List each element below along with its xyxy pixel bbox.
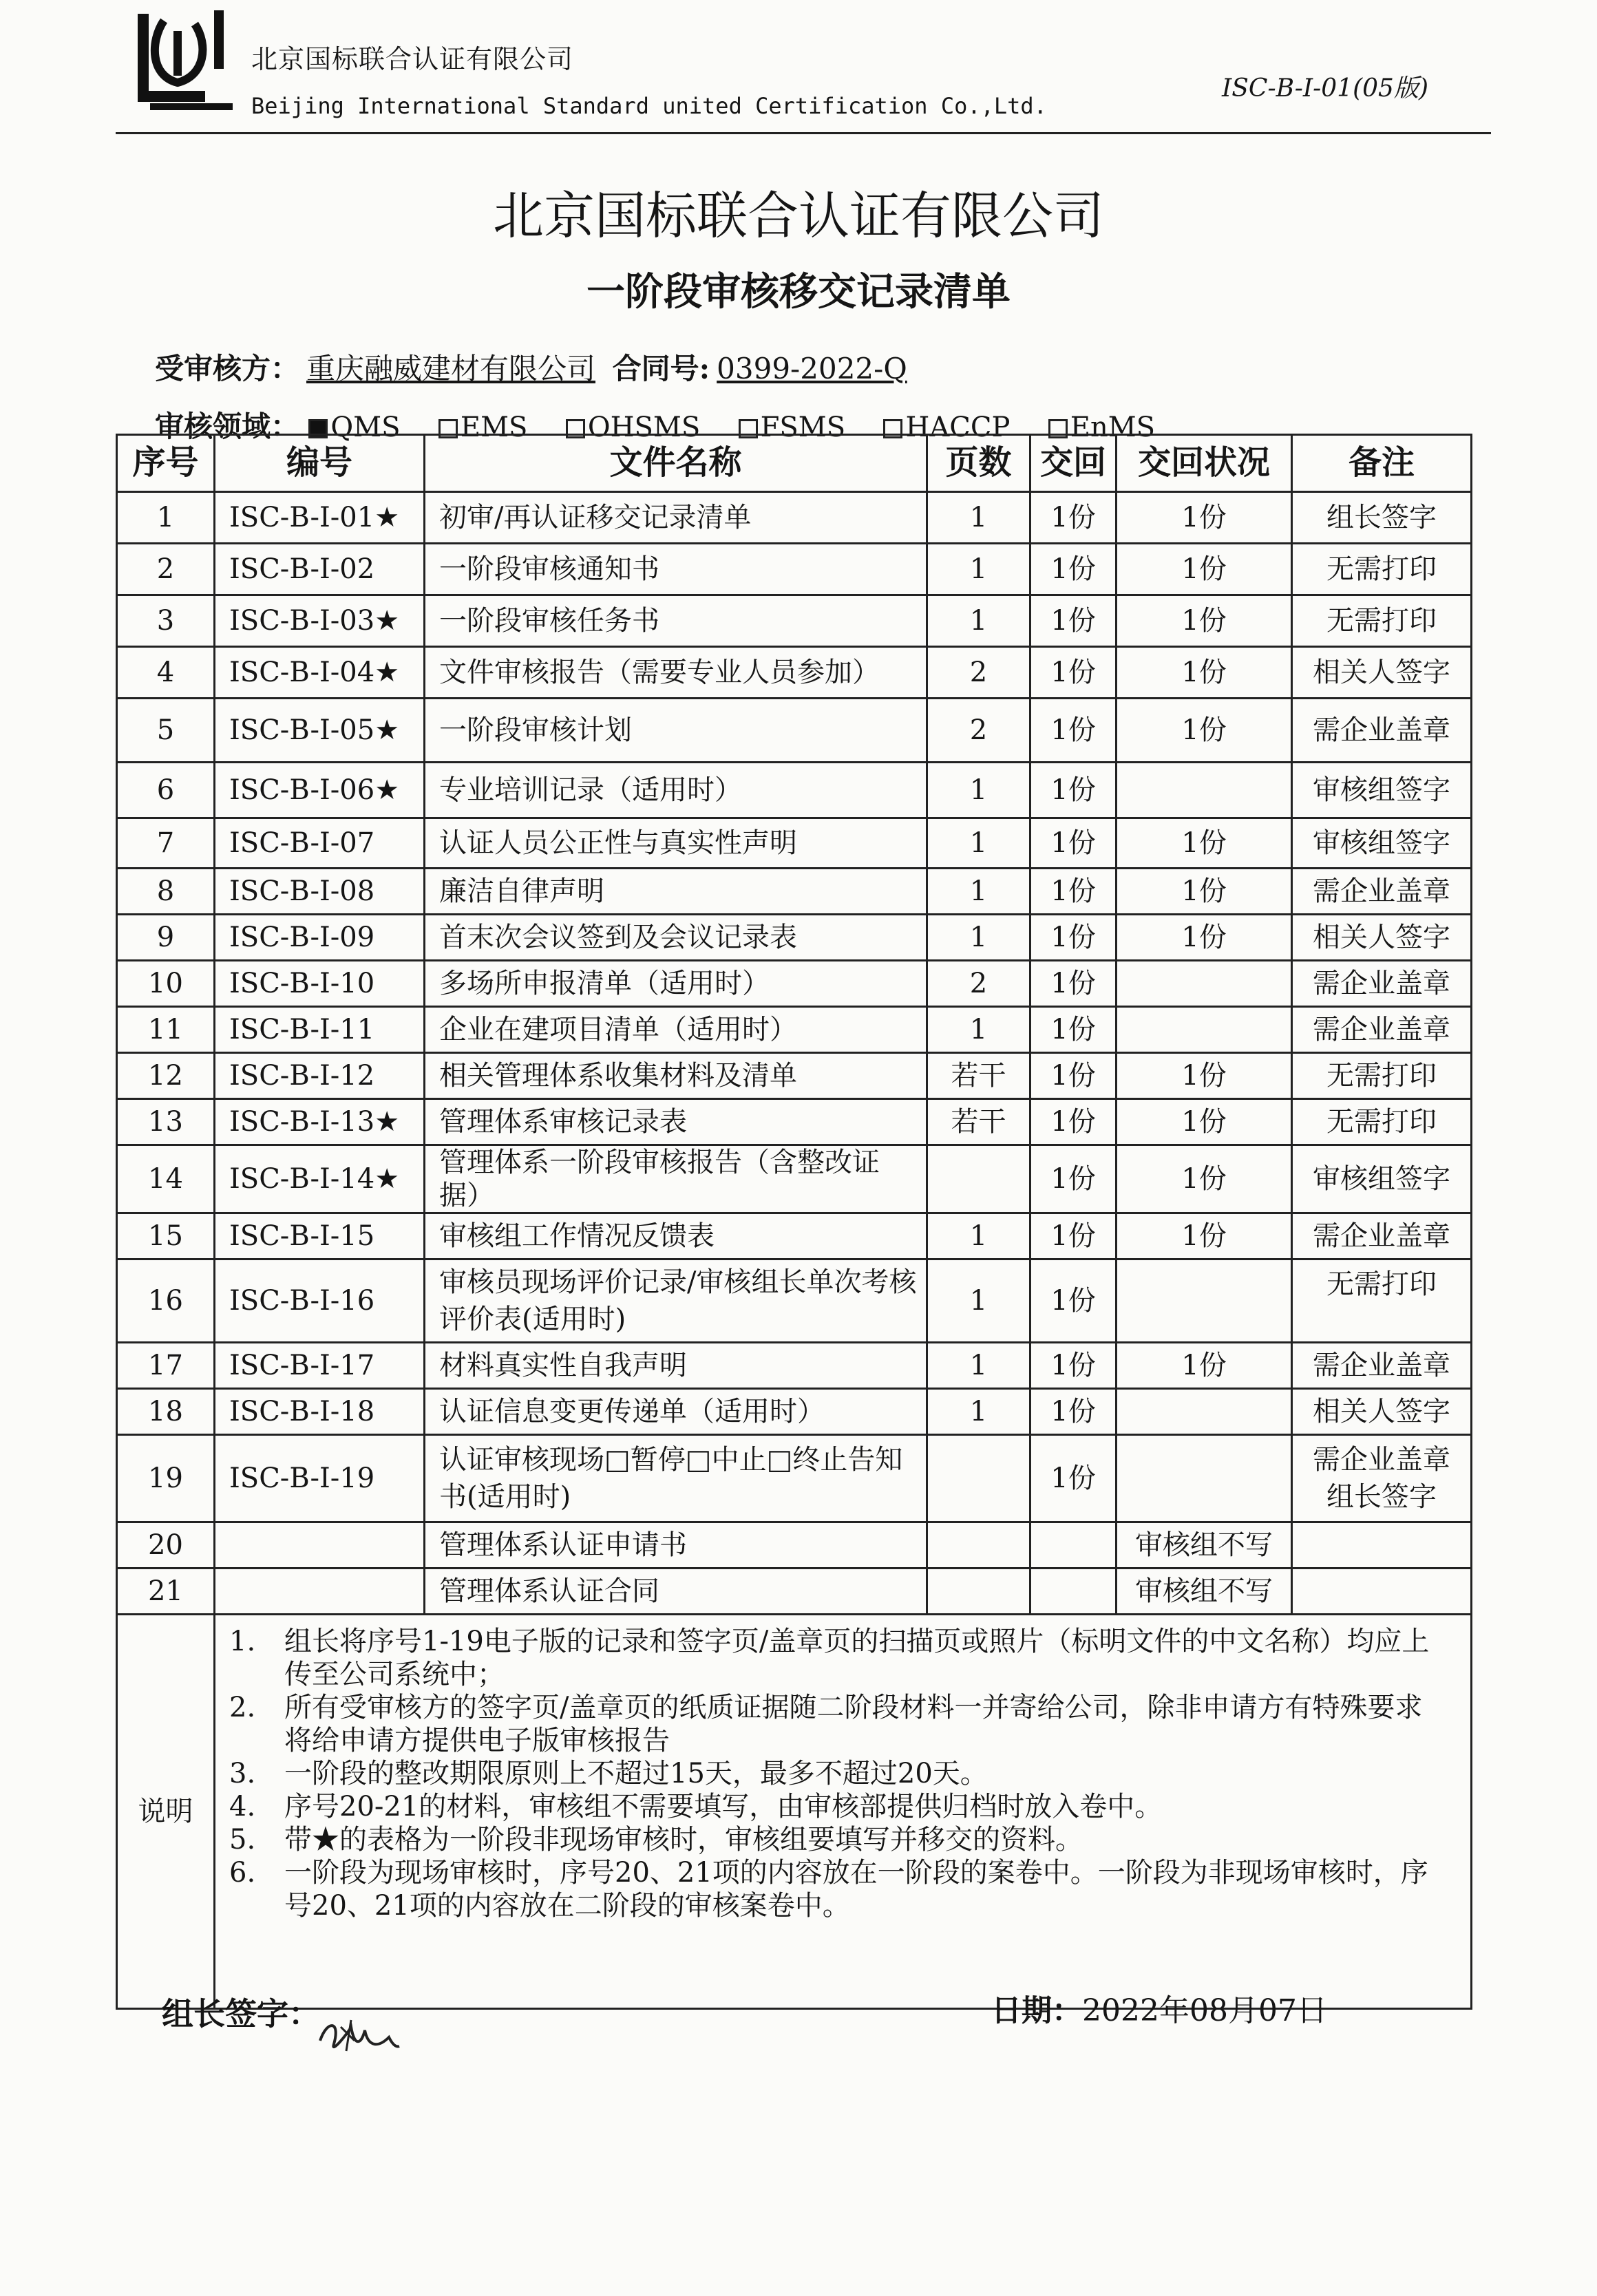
page-subtitle: 一阶段审核移交记录清单	[586, 270, 1011, 315]
transfer-record-table	[116, 434, 1472, 2010]
cell-returned: 1份	[1030, 818, 1117, 869]
cell-code: ISC-B-I-15	[215, 1213, 425, 1259]
cell-seq: 12	[117, 1053, 215, 1099]
cell-file-name: 廉洁自律声明	[425, 869, 927, 915]
cell-remarks: 审核组签字	[1292, 763, 1472, 818]
table-row	[117, 595, 1472, 647]
note-item	[229, 1691, 1450, 1757]
cell-remarks: 需企业盖章	[1292, 699, 1472, 763]
cell-pages	[927, 1522, 1030, 1569]
col-header-pages: 页数	[927, 435, 1030, 492]
field-name: QMS	[330, 412, 401, 443]
cell-return-status: 审核组不写	[1117, 1522, 1292, 1569]
table-row	[117, 1435, 1472, 1522]
cell-remarks: 无需打印	[1292, 1099, 1472, 1145]
cell-returned: 1份	[1030, 1435, 1117, 1522]
cell-returned: 1份	[1030, 1007, 1117, 1053]
cell-returned: 1份	[1030, 544, 1117, 595]
cell-file-name: 材料真实性自我声明	[425, 1343, 927, 1389]
cell-pages: 1	[927, 818, 1030, 869]
cell-file-name: 多场所申报清单（适用时）	[425, 961, 927, 1007]
cell-file-name: 管理体系审核记录表	[425, 1099, 927, 1145]
table-row	[117, 544, 1472, 595]
cell-pages: 1	[927, 869, 1030, 915]
table-row	[117, 1099, 1472, 1145]
cell-code: ISC-B-I-19	[215, 1435, 425, 1522]
company-name-cn: 北京国标联合认证有限公司	[251, 44, 574, 74]
cell-pages: 2	[927, 699, 1030, 763]
table-row	[117, 1053, 1472, 1099]
cell-seq: 1	[117, 492, 215, 544]
cell-file-name: 文件审核报告（需要专业人员参加）	[425, 647, 927, 699]
cell-seq: 8	[117, 869, 215, 915]
cell-return-status: 1份	[1117, 699, 1292, 763]
cell-file-name: 专业培训记录（适用时）	[425, 763, 927, 818]
cell-seq: 20	[117, 1522, 215, 1569]
field-name: EMS	[460, 412, 528, 443]
cell-seq: 18	[117, 1389, 215, 1435]
cell-return-status: 1份	[1117, 492, 1292, 544]
cell-returned: 1份	[1030, 1099, 1117, 1145]
cell-return-status	[1117, 1007, 1292, 1053]
table-row	[117, 1145, 1472, 1213]
audit-field-label: 审核领域：	[155, 410, 300, 443]
cell-file-name: 管理体系认证申请书	[425, 1522, 927, 1569]
cell-code: ISC-B-I-07	[215, 818, 425, 869]
note-item	[229, 1757, 1450, 1790]
note-number: 2.	[229, 1692, 256, 1723]
table-row	[117, 763, 1472, 818]
cell-file-name: 一阶段审核计划	[425, 699, 927, 763]
table-row	[117, 915, 1472, 961]
cell-file-name: 认证审核现场□暂停□中止□终止告知书(适用时)	[425, 1435, 927, 1522]
table-row	[117, 1259, 1472, 1343]
cell-remarks: 需企业盖章 组长签字	[1292, 1435, 1472, 1522]
cell-returned: 1份	[1030, 915, 1117, 961]
cell-code	[215, 1569, 425, 1615]
date-value: 2022年08月07日	[1082, 1993, 1327, 2028]
field-name: HACCP	[905, 412, 1011, 443]
header-divider	[116, 132, 1491, 134]
cell-code: ISC-B-I-06★	[215, 763, 425, 818]
cell-file-name: 管理体系认证合同	[425, 1569, 927, 1615]
cell-code: ISC-B-I-11	[215, 1007, 425, 1053]
note-text: 带★的表格为一阶段非现场审核时，审核组要填写并移交的资料。	[284, 1824, 1083, 1856]
cell-return-status: 1份	[1117, 1053, 1292, 1099]
date-line	[991, 1986, 1327, 2030]
auditee-value: 重庆融威建材有限公司	[306, 352, 596, 385]
cell-seq: 16	[117, 1259, 215, 1343]
cell-file-name: 管理体系一阶段审核报告（含整改证据）	[425, 1145, 927, 1213]
table-row	[117, 818, 1472, 869]
note-text: 所有受审核方的签字页/盖章页的纸质证据随二阶段材料一并寄给公司，除非申请方有特殊要求将给申请方提供电子版审核报告	[284, 1692, 1423, 1756]
cell-pages: 若干	[927, 1053, 1030, 1099]
cell-code	[215, 1522, 425, 1569]
cell-pages: 1	[927, 1389, 1030, 1435]
cell-returned	[1030, 1569, 1117, 1615]
note-number: 3.	[229, 1758, 256, 1789]
cell-remarks	[1292, 1522, 1472, 1569]
company-logo	[123, 7, 240, 117]
note-text: 组长将序号1-19电子版的记录和签字页/盖章页的扫描页或照片（标明文件的中文名称）均应上传至公司系统中；	[284, 1626, 1430, 1690]
cell-return-status: 1份	[1117, 544, 1292, 595]
note-text: 一阶段为现场审核时，序号20、21项的内容放在一阶段的案卷中。一阶段为非现场审核时，序号20、21项的内容放在二阶段的审核案卷中。	[284, 1857, 1428, 1922]
cell-pages	[927, 1569, 1030, 1615]
col-header-seq: 序号	[117, 435, 215, 492]
cell-pages	[927, 1435, 1030, 1522]
cell-returned: 1份	[1030, 699, 1117, 763]
cell-remarks: 相关人签字	[1292, 647, 1472, 699]
cell-returned: 1份	[1030, 1343, 1117, 1389]
notes-row	[117, 1615, 1472, 2009]
cell-pages: 1	[927, 492, 1030, 544]
cell-pages: 若干	[927, 1099, 1030, 1145]
cell-pages: 2	[927, 647, 1030, 699]
table-row	[117, 699, 1472, 763]
cell-remarks	[1292, 1569, 1472, 1615]
cell-seq: 3	[117, 595, 215, 647]
cell-seq: 13	[117, 1099, 215, 1145]
note-number: 5.	[229, 1824, 256, 1856]
cell-code: ISC-B-I-12	[215, 1053, 425, 1099]
cell-seq: 6	[117, 763, 215, 818]
cell-code: ISC-B-I-08	[215, 869, 425, 915]
note-text: 一阶段的整改期限原则上不超过15天，最多不超过20天。	[284, 1758, 988, 1789]
cell-code: ISC-B-I-16	[215, 1259, 425, 1343]
cell-code: ISC-B-I-10	[215, 961, 425, 1007]
cell-seq: 10	[117, 961, 215, 1007]
cell-code: ISC-B-I-01★	[215, 492, 425, 544]
cell-remarks: 无需打印	[1292, 1259, 1472, 1343]
table-row	[117, 961, 1472, 1007]
contract-value: 0399-2022-Q	[717, 352, 907, 385]
cell-return-status: 1份	[1117, 818, 1292, 869]
cell-return-status: 1份	[1117, 1343, 1292, 1389]
cell-file-name: 初审/再认证移交记录清单	[425, 492, 927, 544]
cell-return-status: 1份	[1117, 915, 1292, 961]
cell-file-name: 审核组工作情况反馈表	[425, 1213, 927, 1259]
field-name: FSMS	[760, 412, 846, 443]
cell-remarks: 无需打印	[1292, 544, 1472, 595]
cell-return-status	[1117, 1389, 1292, 1435]
cell-returned: 1份	[1030, 1259, 1117, 1343]
auditee-label: 受审核方：	[155, 352, 300, 385]
cell-remarks: 无需打印	[1292, 595, 1472, 647]
cell-return-status	[1117, 961, 1292, 1007]
cell-remarks: 需企业盖章	[1292, 1343, 1472, 1389]
cell-code: ISC-B-I-18	[215, 1389, 425, 1435]
cell-returned: 1份	[1030, 647, 1117, 699]
cell-returned: 1份	[1030, 869, 1117, 915]
auditee-line	[155, 346, 914, 387]
note-number: 6.	[229, 1857, 256, 1889]
cell-returned	[1030, 1522, 1117, 1569]
table-row	[117, 1343, 1472, 1389]
cell-returned: 1份	[1030, 1053, 1117, 1099]
cell-returned: 1份	[1030, 961, 1117, 1007]
cell-returned: 1份	[1030, 595, 1117, 647]
note-text: 序号20-21的材料，审核组不需要填写，由审核部提供归档时放入卷中。	[284, 1791, 1163, 1822]
cell-remarks: 需企业盖章	[1292, 869, 1472, 915]
note-item	[229, 1823, 1450, 1856]
col-header-code: 编号	[215, 435, 425, 492]
cell-return-status	[1117, 763, 1292, 818]
cell-return-status: 1份	[1117, 1213, 1292, 1259]
note-number: 1.	[229, 1626, 256, 1657]
handwritten-signature	[313, 2006, 403, 2061]
cell-file-name: 首末次会议签到及会议记录表	[425, 915, 927, 961]
cell-remarks: 需企业盖章	[1292, 1213, 1472, 1259]
company-name-en: Beijing International Standard united Certification Co.,Ltd.	[251, 93, 1047, 119]
field-name: OHSMS	[587, 412, 701, 443]
cell-pages: 1	[927, 1007, 1030, 1053]
cell-remarks: 相关人签字	[1292, 915, 1472, 961]
cell-remarks: 无需打印	[1292, 1053, 1472, 1099]
cell-remarks: 相关人签字	[1292, 1389, 1472, 1435]
cell-code: ISC-B-I-05★	[215, 699, 425, 763]
cell-code: ISC-B-I-13★	[215, 1099, 425, 1145]
cell-file-name: 相关管理体系收集材料及清单	[425, 1053, 927, 1099]
cell-return-status: 1份	[1117, 869, 1292, 915]
cell-remarks: 需企业盖章	[1292, 1007, 1472, 1053]
cell-returned: 1份	[1030, 1389, 1117, 1435]
cell-pages: 1	[927, 1259, 1030, 1343]
cell-file-name: 认证信息变更传递单（适用时）	[425, 1389, 927, 1435]
cell-pages: 1	[927, 1343, 1030, 1389]
table-row	[117, 1522, 1472, 1569]
note-item	[229, 1856, 1450, 1922]
cell-seq: 15	[117, 1213, 215, 1259]
cell-return-status	[1117, 1259, 1292, 1343]
col-header-return-status: 交回状况	[1117, 435, 1292, 492]
cell-code: ISC-B-I-17	[215, 1343, 425, 1389]
cell-seq: 2	[117, 544, 215, 595]
cell-returned: 1份	[1030, 1213, 1117, 1259]
col-header-file-name: 文件名称	[425, 435, 927, 492]
table-row	[117, 869, 1472, 915]
cell-file-name: 企业在建项目清单（适用时）	[425, 1007, 927, 1053]
table-row	[117, 647, 1472, 699]
col-header-returned: 交回	[1030, 435, 1117, 492]
cell-code: ISC-B-I-09	[215, 915, 425, 961]
cell-returned: 1份	[1030, 492, 1117, 544]
cell-return-status	[1117, 1435, 1292, 1522]
cell-remarks: 审核组签字	[1292, 818, 1472, 869]
page-title: 北京国标联合认证有限公司	[493, 187, 1104, 246]
note-item	[229, 1790, 1450, 1823]
cell-seq: 17	[117, 1343, 215, 1389]
note-item	[229, 1625, 1450, 1691]
cell-pages	[927, 1145, 1030, 1213]
cell-seq: 14	[117, 1145, 215, 1213]
notes-label: 说明	[117, 1615, 215, 2009]
cell-seq: 21	[117, 1569, 215, 1615]
field-name: EnMS	[1070, 412, 1156, 443]
cell-seq: 7	[117, 818, 215, 869]
cell-seq: 5	[117, 699, 215, 763]
col-header-remarks: 备注	[1292, 435, 1472, 492]
cell-return-status: 1份	[1117, 595, 1292, 647]
table-row	[117, 1213, 1472, 1259]
cell-remarks: 组长签字	[1292, 492, 1472, 544]
cell-pages: 1	[927, 1213, 1030, 1259]
cell-return-status: 1份	[1117, 1145, 1292, 1213]
cell-return-status: 审核组不写	[1117, 1569, 1292, 1615]
cell-seq: 4	[117, 647, 215, 699]
cell-remarks: 审核组签字	[1292, 1145, 1472, 1213]
cell-pages: 1	[927, 544, 1030, 595]
cell-code: ISC-B-I-03★	[215, 595, 425, 647]
cell-pages: 1	[927, 763, 1030, 818]
cell-remarks: 需企业盖章	[1292, 961, 1472, 1007]
cell-pages: 1	[927, 915, 1030, 961]
cell-code: ISC-B-I-04★	[215, 647, 425, 699]
table-row	[117, 1569, 1472, 1615]
date-label: 日期：	[991, 1993, 1082, 2028]
table-header-row	[117, 435, 1472, 492]
cell-returned: 1份	[1030, 763, 1117, 818]
document-number: ISC-B-I-01(05版)	[1222, 74, 1428, 103]
table-row	[117, 492, 1472, 544]
cell-returned: 1份	[1030, 1145, 1117, 1213]
cell-pages: 2	[927, 961, 1030, 1007]
table-row	[117, 1389, 1472, 1435]
table-row	[117, 1007, 1472, 1053]
cell-code: ISC-B-I-02	[215, 544, 425, 595]
cell-seq: 19	[117, 1435, 215, 1522]
note-number: 4.	[229, 1791, 256, 1822]
cell-file-name: 一阶段审核任务书	[425, 595, 927, 647]
contract-label: 合同号:	[612, 352, 710, 385]
cell-file-name: 一阶段审核通知书	[425, 544, 927, 595]
cell-code: ISC-B-I-14★	[215, 1145, 425, 1213]
cell-file-name: 审核员现场评价记录/审核组长单次考核评价表(适用时)	[425, 1259, 927, 1343]
cell-pages: 1	[927, 595, 1030, 647]
cell-return-status: 1份	[1117, 647, 1292, 699]
cell-seq: 9	[117, 915, 215, 961]
notes-content	[215, 1615, 1472, 2009]
cell-file-name: 认证人员公正性与真实性声明	[425, 818, 927, 869]
leader-signature-label: 组长签字：	[162, 1995, 320, 2032]
cell-seq: 11	[117, 1007, 215, 1053]
cell-return-status: 1份	[1117, 1099, 1292, 1145]
